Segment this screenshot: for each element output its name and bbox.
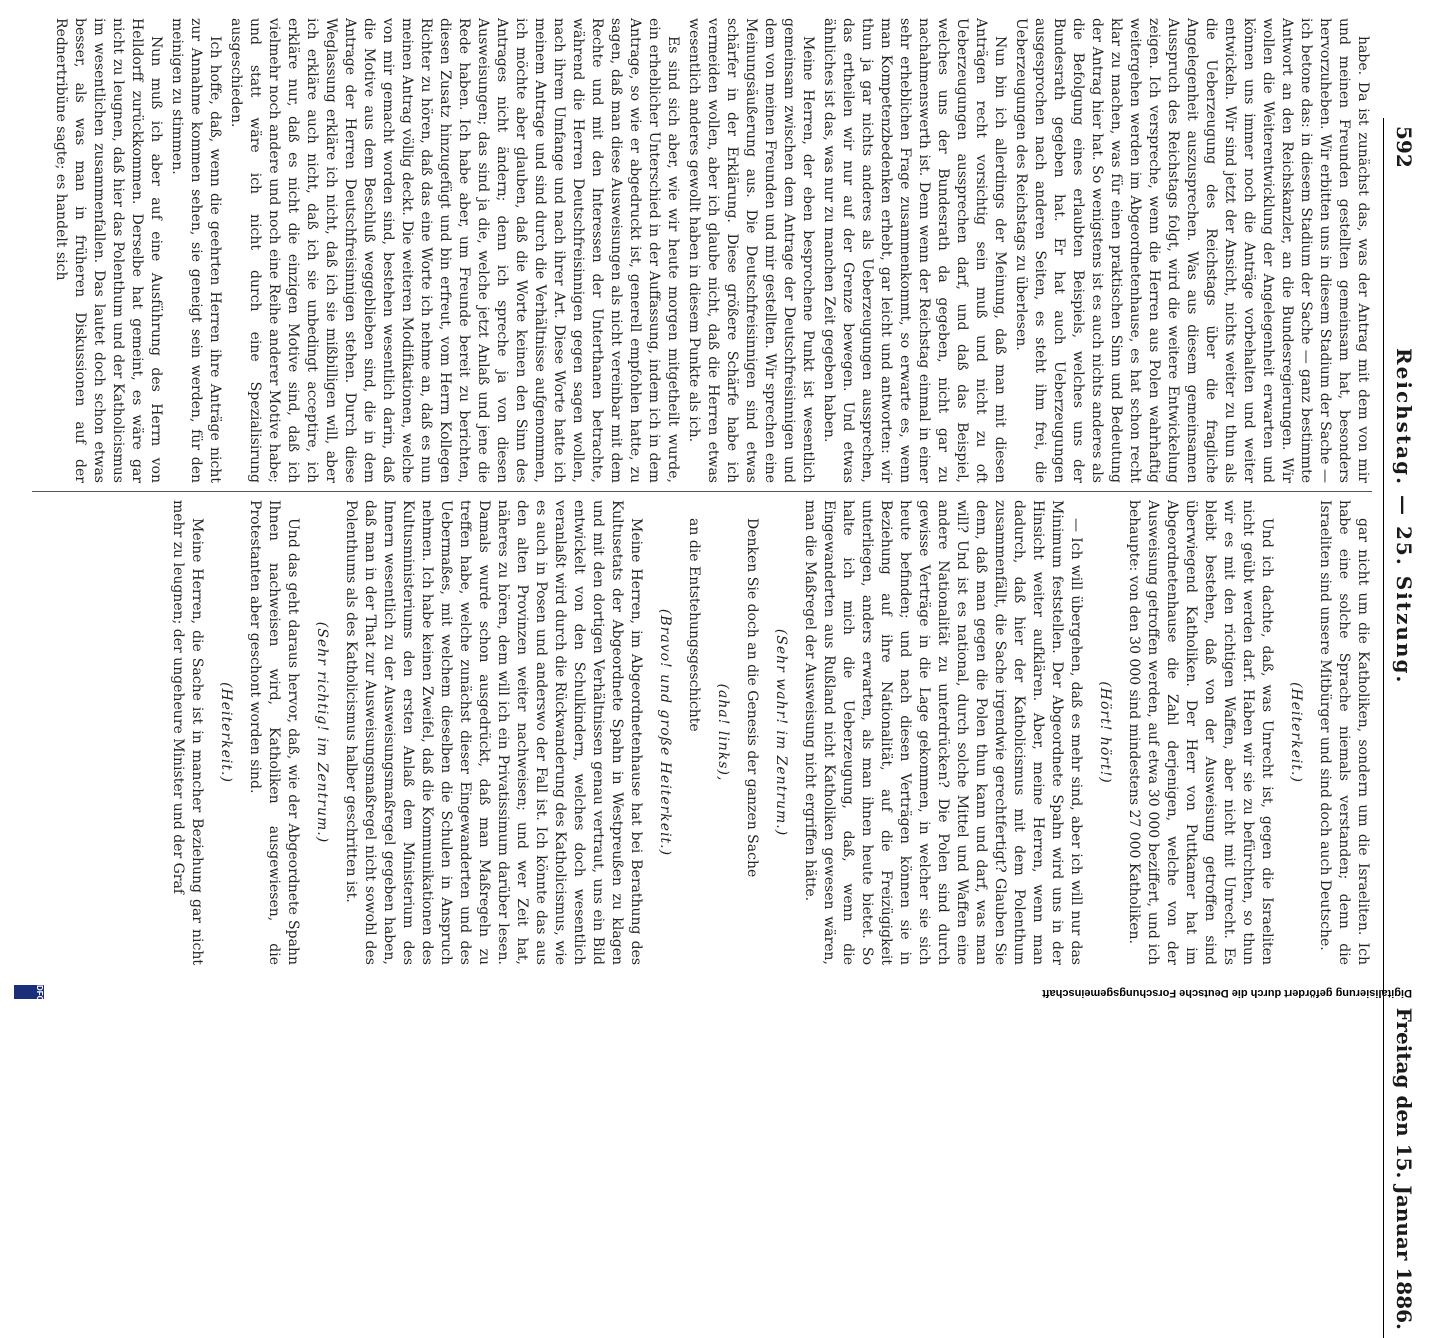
paragraph: — Ich will übergehen, daß es mehr sind, aber ich will nur das Minimum feststellen. Der Abgeordnete Spahn wird uns in der Hinsicht weiter aufklären. Aber, meine Herren, wenn man dadurch, daß hier der Katholicismus mit dem Polenthum zusammenfällt, die Sache irgendwie gerechtfertigt? Glauben Sie denn, daß man gegen die Polen thun kann und darf, was man will? Und ist es national, durch solche Mittel und Waffen eine andere Nationalität zu unterdrücken? Die Polen sind durch gewisse Verträge in die Lage gekommen, in welcher sie sich heute befinden; und nach diesen Verträgen können sie in Beziehung auf ihre Nationalität, auf die Freizügigkeit unterliegen, anders erwarten, als man ihnen heute bietet. So halte ich mich die Ueberzeugung, daß, wenn die Eingewanderten aus Rußland nicht Katholiken gewesen wären, man die Maßregel der Ausweisung nicht ergriffen hätte. bbox=[802, 500, 1084, 965]
digitization-credit bbox=[0, 985, 1432, 1002]
session-date: Freitag den 15. Januar 1886. bbox=[1392, 1007, 1416, 1330]
credit-text: Digitalisierung gefördert durch die Deutsche Forschungsgemeinschaft bbox=[1042, 987, 1412, 999]
paragraph: Nun muß ich aber auf eine Ausführung des Herrn von Helldorff zurückkommen. Derselbe hat gemeint, es wäre gar nicht zu leugnen, daß hier das Polenthum und der Katholicismus im wesentlichen zusammenfallen. Das lautet doch schon etwas besser, als was man in früheren Diskussionen auf der Rednertribüne sagte; es handelt sich bbox=[53, 18, 164, 483]
interjection: (aha! links), bbox=[715, 683, 731, 782]
paragraph: Meine Herren, der eben besprochene Punkt ist wesentlich gemeinsam zwischen dem Antrage der Deutschfreisinnigen und dem von meinen Freunden und mir gestellten. Wir sprechen eine Meinungsäußerung aus. Die Deutschfreisinnigen sind etwas schärfer in der Erklärung. Diese größere Schärfe habe ich vermeiden wollen, aber ich glaube nicht, daß die Herren etwas wesentlich anderes gewollt haben in diesem Punkte als ich. bbox=[686, 18, 816, 483]
paragraph: Meine Herren, die Sache ist in mancher Beziehung gar nicht mehr zu leugnen; der ungeheure Minister und der Graf bbox=[170, 500, 205, 965]
paragraph: Und das geht daraus hervor, daß, wie der Abgeordnete Spahn Ihnen nachweisen wird, Katholiken ausgewiesen, die Protestanten aber geschont worden sind. bbox=[247, 500, 301, 965]
paragraph: habe. Da ist zunächst das, was der Antrag mit dem von mir und meinen Freunden gestellten gemeinsam hat, besonders hervorzuheben. Wir erbitten uns in diesem Stadium der Sache — ich betone das: in diesem Stadium der Sache — ganz bestimmte Antwort an den Reichskanzler, an die Bundesregierungen. Wir wollen die Weiterentwicklung der Angelegenheit erwarten und können uns immer noch die Anträge vorbehalten und weiter entwickeln. Wir sind jetzt der Ansicht, nichts weiter zu thun als die Ueberzeugung des Reichstags über die fragliche Angelegenheit auszusprechen. Was aus diesem gemeinsamen Ausspruch des Reichstags folgt, wird die weitere Entwickelung zeigen. Ich verspreche, wenn die Herren aus Polen wahrhaftig weitergehen werden im Abgeordnetenhause, es hat schon recht klar zu machen, was für einen praktischen Sinn und Bedeutung der Antrag hier hat. So wenigstens ist es auch nichts anderes als die Befolgung eines erlaubten Beispiels, welches uns der Bundesrath gegeben hat. Er hat auch Ueberzeugungen ausgesprochen nach anderen Seiten, es steht ihm frei, die Ueberzeugungen des Reichstags zu überlesen. bbox=[1013, 18, 1371, 483]
paragraph: Nun bin ich allerdings der Meinung, daß man mit diesen Anträgen recht vorsichtig sein muß und nicht zu oft Ueberzeugungen aussprechen darf, und daß das Beispiel, welches uns der Bundesrath da gegeben, nicht gar zu nachahmenswerth ist. Denn wenn der Reichstag einmal in einer sehr erheblichen Frage zusammenkommt, so erwarte es, wenn man Kompetenzbedenken erhebt, gar leicht und antworten: wir thun ja gar nichts anderes als Ueberzeugungen aussprechen, das ertheilen wir nur auf der Grenze bewegen. Und etwas ähnliches ist das, was nur zu manchen Zeit gegeben haben. bbox=[821, 18, 1008, 483]
paragraph: Denken Sie doch an die Genesis der ganzen Sache bbox=[744, 518, 760, 878]
page-header bbox=[1383, 118, 1424, 1338]
paragraph: Meine Herren, im Abgeordnetenhause hat bei Berathung des Kultusetats der Abgeordnete Spahn in Westpreußen zu klagen und mit den dortigen Verhältnissen genau vertraut, uns ein Bild entwickelt von den Schulkindern, welches doch wesentlich veranlaßt wird durch die Rückwanderung des Katholicismus, wie es auch in Posen und anderswo der Fall ist. Ich könnte das aus den alten Provinzen weiter nachweisen; und wer Zeit hat, näheres zu hören, dem will ich ein Privatissimum darüber lesen. Damals wurde schon ausgedrückt, daß man Maßregeln zu treffen habe, welche zunächst dieser Eingewanderten und des Uebermaßes, mit welchem dieselben die Schulen in Anspruch nehmen. Ich habe keinen Zweifel, daß die Kommunikationen des Kultusministeriums den ersten Anlaß dem Ministerium des Innern wesentlich zu der Ausweisungsmaßregel gegeben haben, daß man in der That zur Ausweisungsmaßregel nicht sowohl des Polenthums als des Katholicismus halber geschritten ist. bbox=[343, 500, 644, 965]
dfg-logo: DFG bbox=[14, 985, 44, 999]
page-number: 592 bbox=[1392, 126, 1416, 168]
paragraph: Ich hoffe, daß, wenn die geehrten Herren ihre Anträge nicht zur Annahme kommen sehen, sie geneigt sein werden, für den meinigen zu stimmen. bbox=[169, 18, 223, 483]
column-divider bbox=[32, 491, 1372, 492]
interjection: (Hört! hört!) bbox=[1097, 681, 1113, 784]
interjection: (Heiterkeit.) bbox=[1288, 682, 1304, 783]
interjection: (Bravo! und große Heiterkeit.) bbox=[657, 608, 673, 857]
interjection: (Heiterkeit.) bbox=[218, 682, 234, 783]
paragraph: an die Entstehungsgeschichte bbox=[686, 518, 702, 732]
paragraph: Es sind sich aber, wie wir heute morgen mitgetheilt wurde, ein erheblicher Unterschied in der Auffassung, indem ich in dem Antrage, so wie er abgedruckt ist, generell empfohlen hatte, zu sagen, daß man diese Ausweisungen als nicht vereinbar mit dem Rechte und mit den Interessen der Unterthanen betrachte, während die Herren Deutschfreisinnigen gegen sagen wollen, nach ihrem Umfange und nach ihrer Art. Diese Worte hatte ich meinem Antrage und sind durch die Verhältnisse aufgenommen, ich möchte aber glauben, daß die Worte keinen den Sinn des Antrages nicht ändern; denn ich spreche ja von diesen Ausweisungen; das sind ja die, welche jetzt Anlaß und jene die Rede haben. Ich habe aber, um Freunde bereit zu berichten, diesen Zusatz hinzugefügt und bin erfreut, vom Herrn Kollegen Richter zu hören, daß das eine Worte ich nehme an, daß es nun meinen Antrag völlig deckt. Die weiteren Modifikationen, welche von mir gemacht worden sind, bestehen wesentlich darin, daß die Motive aus dem Beschluß weggeblieben sind, die in dem Antrage der Herren Deutschfreisinnigen stehen. Durch diese Weglassung erkläre ich nicht, daß ich sie mißbilligen will, aber ich erkläre auch nicht, daß ich sie unbedingt acceptire, ich erkläre nur, daß es nicht die einzigen Motive sind, daß ich vielmehr noch andere und noch eine Reihe anderer Motive habe; und statt wäre ich nicht durch eine Spezialisirung ausgeschieden. bbox=[228, 18, 681, 483]
session-title: Reichstag. — 25. Sitzung. bbox=[1392, 348, 1416, 685]
text-column-right bbox=[32, 500, 1372, 965]
text-column-left bbox=[32, 18, 1372, 483]
paragraph: gar nicht um die Katholiken, sondern um die Israeliten. Ich habe eine solche Sprache niemals verstanden; denn die Israeliten sind unsere Mitbürger und sind doch auch Deutsche. bbox=[1317, 500, 1371, 965]
paragraph: Und ich dachte, daß, was Unrecht ist, gegen die Israeliten nicht geübt werden darf. Haben wir sie zu befürchten, so thun wir es mit den richtigen Waffen, aber nicht mit Unrecht. Es bleibt bestehen, daß von der Ausweisung getroffen sind überwiegend Katholiken. Der Herr von Puttkamer hat im Abgeordnetenhause die Zahl derjenigen, welche von der Ausweisung getroffen werden, auf etwa 30 000 beziffert, und ich behaupte: von den 30 000 sind mindestens 27 000 Katholiken. bbox=[1126, 500, 1275, 965]
interjection: (Sehr wahr! im Zentrum.) bbox=[773, 628, 789, 837]
interjection: (Sehr richtig! im Zentrum.) bbox=[314, 621, 330, 844]
